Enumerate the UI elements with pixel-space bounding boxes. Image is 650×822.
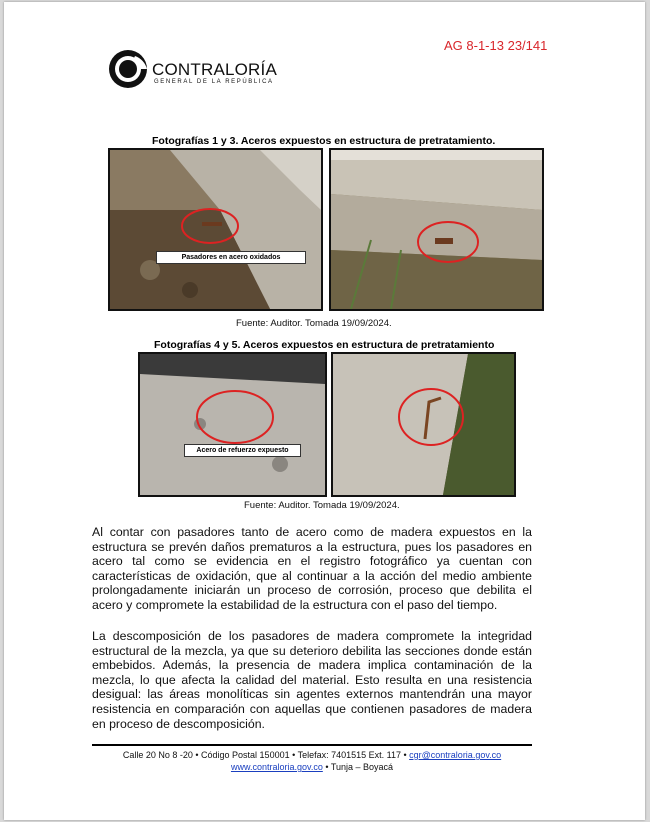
footer-web-line [92,762,532,772]
figure-2-title: Fotografías 4 y 5. Aceros expuestos en estructura de pretratamiento [154,339,495,351]
logo-subtitle: GENERAL DE LA REPÚBLICA [154,79,274,85]
photo-1-label: Pasadores en acero oxidados [156,251,306,264]
footer-divider [92,744,532,746]
figure-1-title: Fotografías 1 y 3. Aceros expuestos en estructura de pretratamiento. [152,135,496,147]
footer-city: • Tunja – Boyacá [322,762,394,772]
document-reference: AG 8-1-13 23/141 [444,38,548,53]
footer-address-line [92,750,532,760]
photo-1 [108,148,323,311]
footer-email-link[interactable]: cgr@contraloria.gov.co [409,750,502,760]
document-page [4,2,645,820]
footer-website-link[interactable]: www.contraloria.gov.co [230,762,323,772]
logo-name: CONTRALORÍA [152,60,277,79]
photo-4 [138,352,327,497]
contraloria-logo [108,48,278,94]
body-paragraph-2: La descomposición de los pasadores de madera compromete la integridad estructural de la mezcla, ya que su deterioro debilita las secciones donde están embebidos. Además, la presencia de madera implica contaminación de la mezcla, lo que afecta la calidad del material. Esto resulta en una resistencia desigual: las áreas monolíticas sin agentes externos mantendrán una mayor resistencia en comparación con aquellas que contienen pasadores de madera en proceso de descomposición. [92,629,532,731]
figure-2-source: Fuente: Auditor. Tomada 19/09/2024. [244,500,400,511]
photo-3 [329,148,544,311]
body-paragraph-1: Al contar con pasadores tanto de acero como de madera expuestos en la estructura se prevén daños prematuros a la estructura, pues los pasadores en acero tal como se evidencia en el registro fotográfico ya cuentan con características de oxidación, que al continuar a la acción del medio ambiente prolongadamente iniciarán un proceso de corrosión, proceso que debilita el acero y compromete la estabilidad de la estructura con el paso del tiempo. [92,525,532,612]
logo-emblem-icon [108,48,150,90]
footer-address: Calle 20 No 8 -20 • Código Postal 150001 • Telefax: 7401515 Ext. 117 • [122,750,407,760]
photo-4-label: Acero de refuerzo expuesto [184,444,301,457]
photo-5 [331,352,516,497]
figure-1-source: Fuente: Auditor. Tomada 19/09/2024. [236,318,392,329]
